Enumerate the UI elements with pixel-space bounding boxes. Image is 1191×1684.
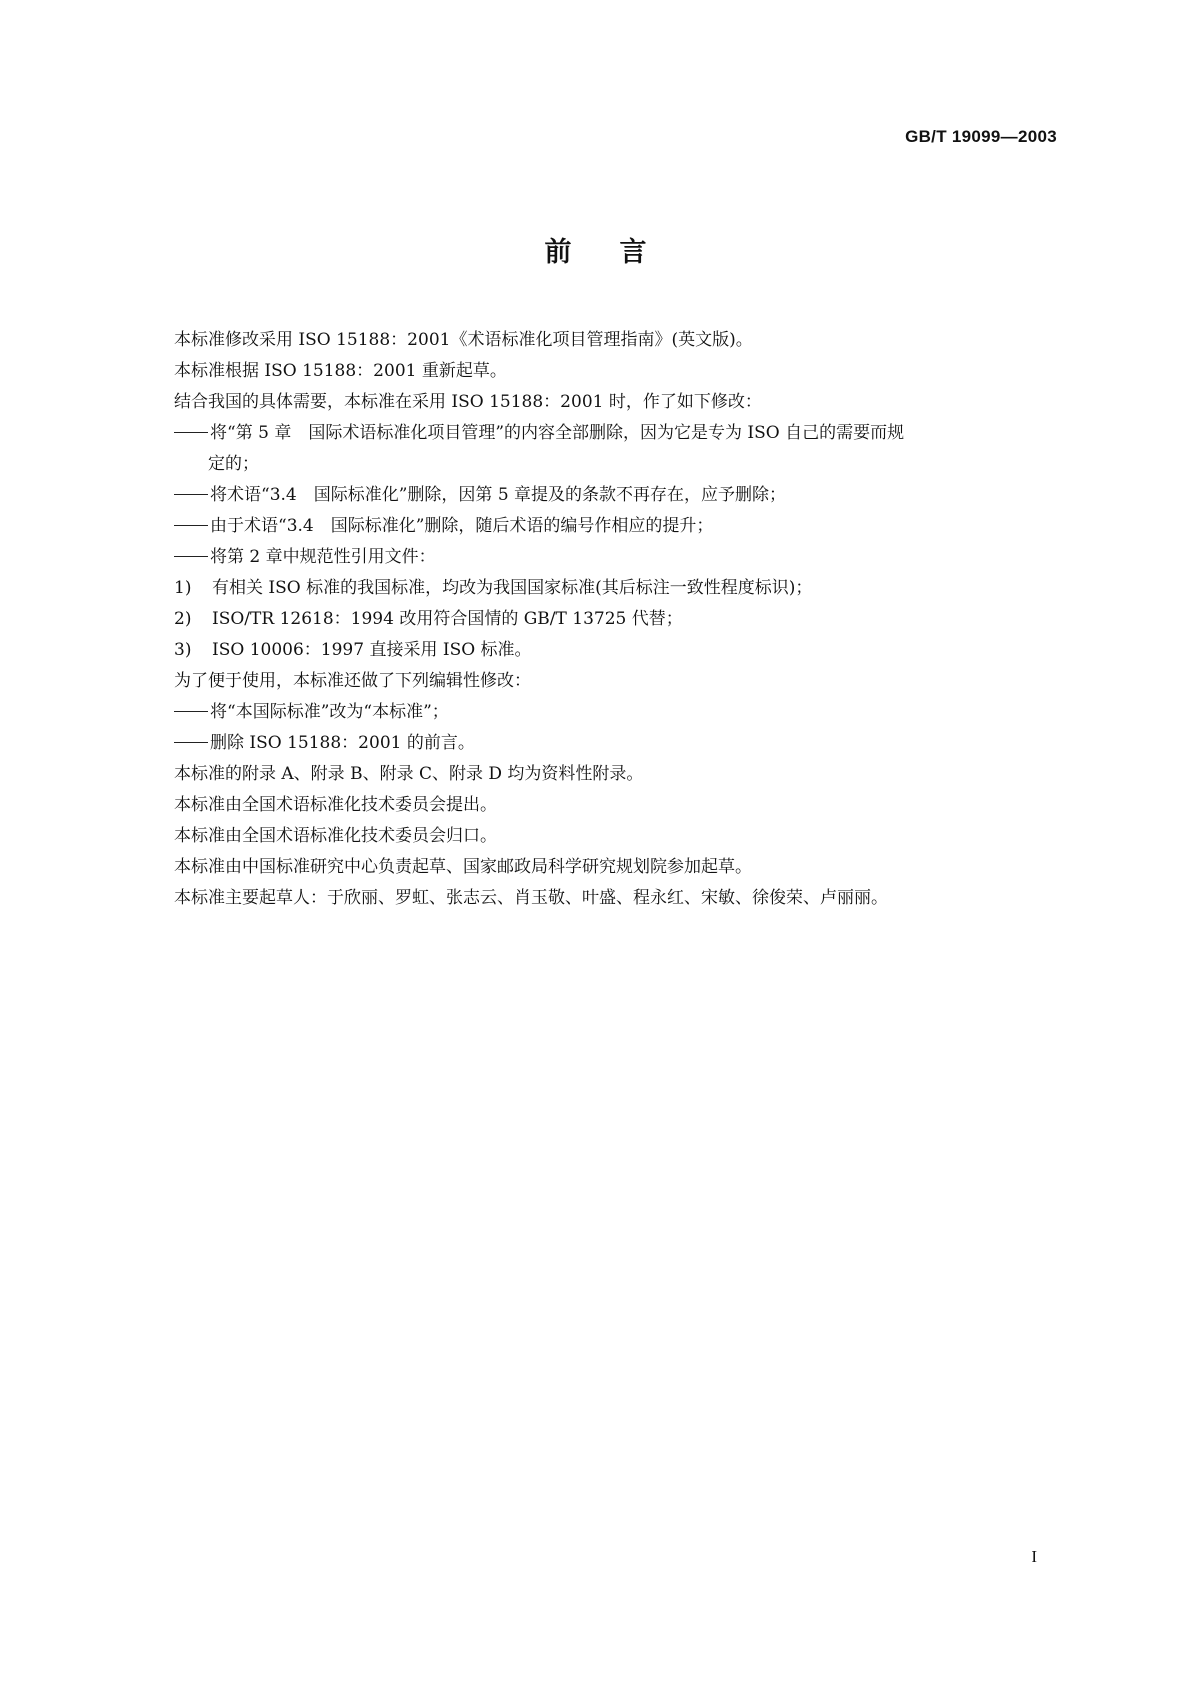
dash-item-continuation: 定的； (208, 454, 259, 474)
numbered-list-item (174, 573, 1054, 604)
paragraph: 本标准由全国术语标准化技术委员会提出。 (174, 795, 497, 815)
numbered-item-text: ISO/TR 12618：1994 改用符合国情的 GB/T 13725 代替； (212, 609, 683, 629)
paragraph: 结合我国的具体需要，本标准在采用 ISO 15188：2001 时，作了如下修改： (174, 392, 762, 412)
dash-item-text: 由于术语“3.4 国际标准化”删除，随后术语的编号作相应的提升； (210, 516, 714, 536)
numbered-list-item (174, 635, 1054, 666)
dash-list-item (174, 418, 1054, 449)
dash-list-item (174, 511, 1054, 542)
dash-list-item (174, 728, 1054, 759)
paragraph: 本标准修改采用 ISO 15188：2001《术语标准化项目管理指南》(英文版)。 (174, 330, 753, 350)
page-title: 前言 (544, 237, 695, 268)
numbered-item-text: ISO 10006：1997 直接采用 ISO 标准。 (212, 640, 532, 660)
paragraph: 本标准由全国术语标准化技术委员会归口。 (174, 826, 497, 846)
dash-marker (174, 742, 208, 743)
numbered-list-item (174, 604, 1054, 635)
dash-item-text: 将术语“3.4 国际标准化”删除，因第 5 章提及的条款不再存在，应予删除； (210, 485, 787, 505)
paragraph: 本标准主要起草人：于欣丽、罗虹、张志云、肖玉敬、叶盛、程永红、宋敏、徐俊荣、卢丽丽。 (174, 888, 888, 908)
dash-marker (174, 525, 208, 526)
dash-list-item (174, 542, 1054, 573)
list-number: 2) (174, 609, 192, 629)
dash-marker (174, 494, 208, 495)
dash-marker (174, 432, 208, 433)
document-body (174, 325, 1054, 914)
paragraph: 本标准根据 ISO 15188：2001 重新起草。 (174, 361, 507, 381)
dash-marker (174, 711, 208, 712)
paragraph: 本标准的附录 A、附录 B、附录 C、附录 D 均为资料性附录。 (174, 764, 644, 784)
list-number: 3) (174, 640, 192, 660)
numbered-item-text: 有相关 ISO 标准的我国标准，均改为我国国家标准(其后标注一致性程度标识)； (212, 578, 813, 598)
dash-item-text: 将“第 5 章 国际术语标准化项目管理”的内容全部删除，因为它是专为 ISO 自己的需要而规 (210, 423, 905, 443)
dash-marker (174, 556, 208, 557)
paragraph: 为了便于使用，本标准还做了下列编辑性修改： (174, 671, 531, 691)
list-number: 1) (174, 578, 192, 598)
standard-code: GB/T 19099—2003 (905, 127, 1057, 146)
dash-item-text: 删除 ISO 15188：2001 的前言。 (210, 733, 475, 753)
dash-list-item (174, 480, 1054, 511)
page-number: I (1031, 1547, 1037, 1566)
dash-list-item (174, 697, 1054, 728)
dash-item-text: 将第 2 章中规范性引用文件： (210, 547, 436, 567)
paragraph: 本标准由中国标准研究中心负责起草、国家邮政局科学研究规划院参加起草。 (174, 857, 752, 877)
dash-item-text: 将“本国际标准”改为“本标准”； (210, 702, 449, 722)
